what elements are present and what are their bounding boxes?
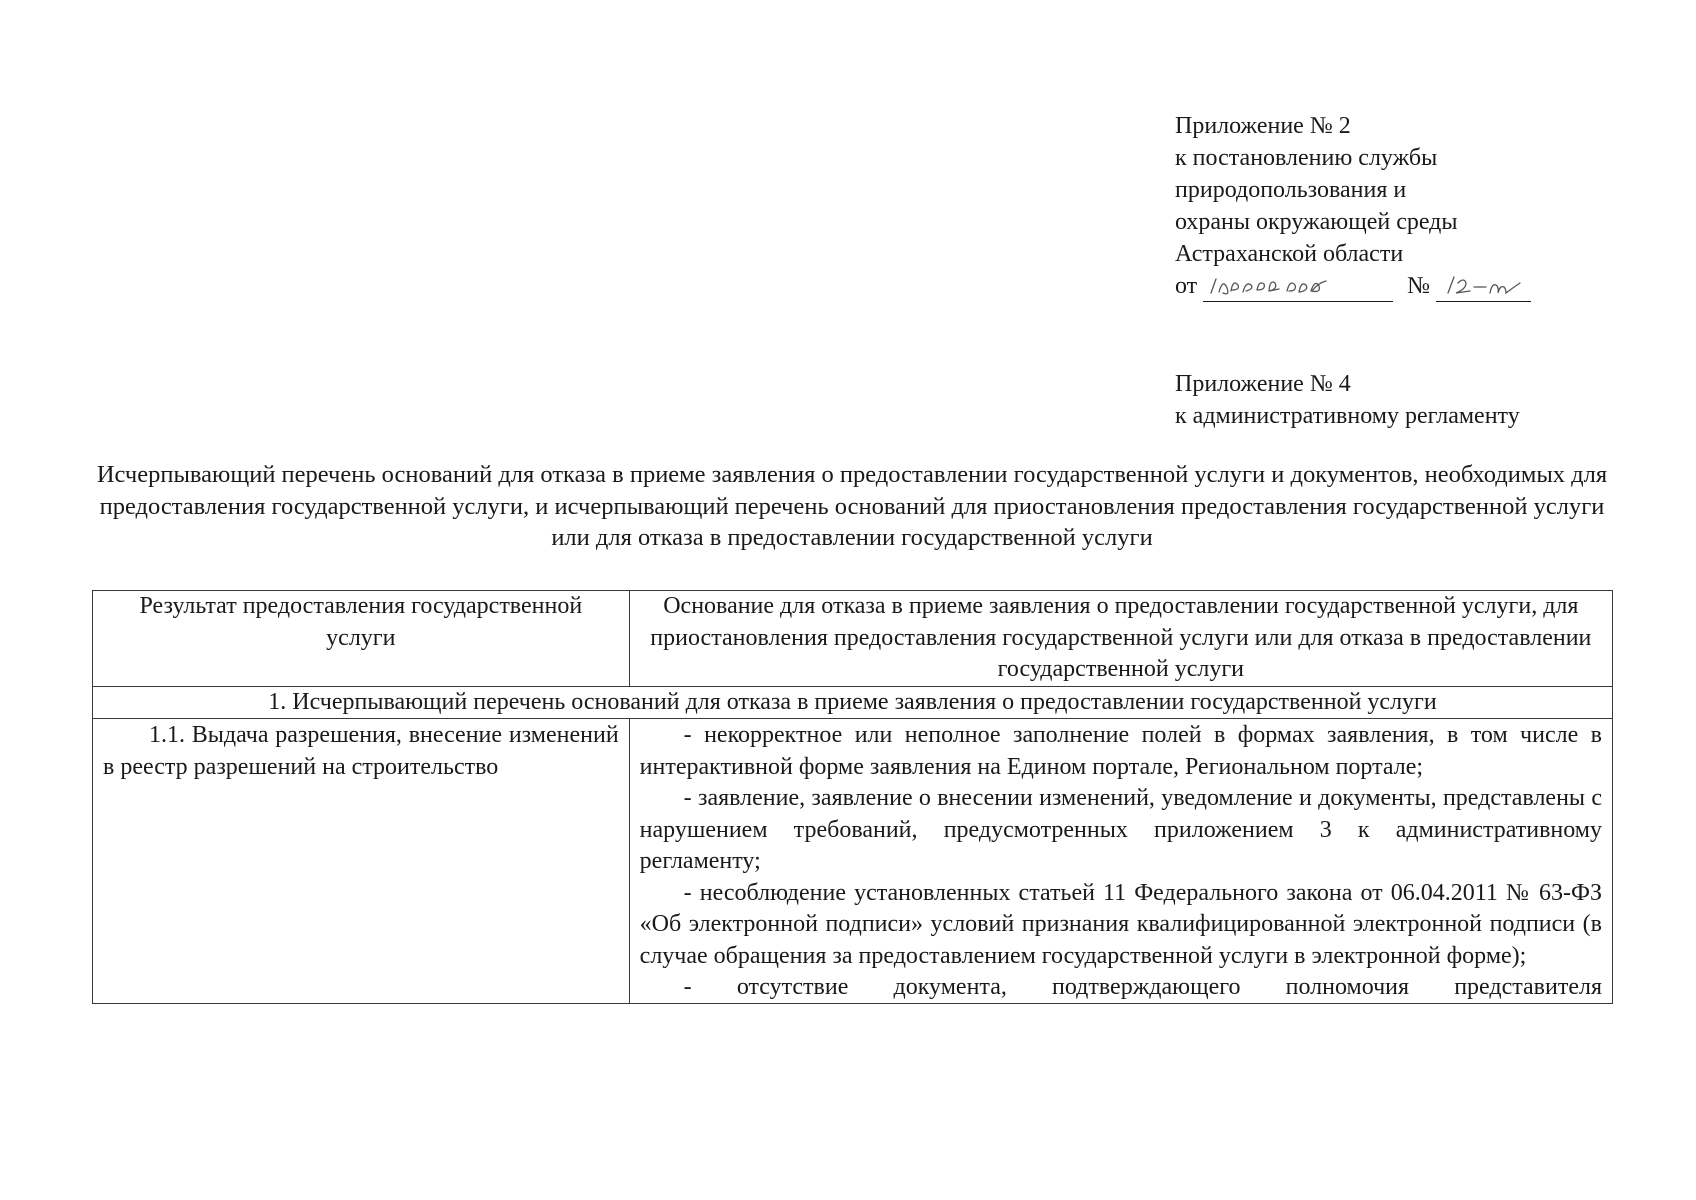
appendix-4-header	[1175, 368, 1520, 432]
header-grounds: Основание для отказа в приеме заявления о предоставлении государственной услуги, для приостановления предоставления государственной услуги или для отказа в предоставлении государственной услуги	[629, 591, 1612, 687]
ground-item: - заявление, заявление о внесении изменений, уведомление и документы, представлены с нарушением требований, предусмотренных приложением 3 к административному регламенту;	[639, 785, 1602, 874]
section-title: 1. Исчерпывающий перечень оснований для отказа в приеме заявления о предоставлении государственной услуги	[93, 686, 1613, 719]
date-label: от	[1175, 273, 1198, 299]
document-title: Исчерпывающий перечень оснований для отказа в приеме заявления о предоставлении государственной услуги и документов, необходимых для предоставления государственной услуги, и исчерпывающий перечень оснований для приостановления предоставления государственной услуги или для отказа в предоставлении государственной услуги	[96, 461, 1608, 551]
appendix-2-header	[1175, 110, 1531, 302]
ground-item: - отсутствие документа, подтверждающего полномочия представителя	[683, 974, 1602, 1000]
handwritten-number-signature	[1440, 271, 1525, 299]
table-section-row	[93, 686, 1613, 719]
handwritten-date-signature	[1207, 271, 1337, 299]
table-header-row	[93, 591, 1613, 687]
appendix-2-line: природопользования и	[1175, 177, 1407, 203]
appendix-4-line: к административному регламенту	[1175, 403, 1520, 429]
appendix-2-line: к постановлению службы	[1175, 145, 1438, 171]
handwritten-number-field	[1436, 271, 1531, 302]
grounds-table	[92, 590, 1613, 1004]
date-number-row	[1175, 270, 1531, 302]
appendix-2-line: охраны окружающей среды	[1175, 209, 1458, 235]
appendix-2-line: Астраханской области	[1175, 241, 1404, 267]
appendix-4-line: Приложение № 4	[1175, 371, 1351, 397]
appendix-2-line: Приложение № 2	[1175, 113, 1351, 139]
table-row	[93, 719, 1613, 1004]
handwritten-date-field	[1203, 271, 1393, 302]
result-cell: 1.1. Выдача разрешения, внесение изменений в реестр разрешений на строительство	[93, 719, 630, 1004]
ground-item: - несоблюдение установленных статьей 11 Федерального закона от 06.04.2011 № 63-ФЗ «Об электронной подписи» условий признания квалифицированной электронной подписи (в случае обращения за предоставлением государственной услуги в электронной форме);	[639, 879, 1602, 969]
grounds-cell	[629, 719, 1612, 1004]
ground-item: - некорректное или неполное заполнение полей в формах заявления, в том числе в интерактивной форме заявления на Едином портале, Региональном портале;	[639, 722, 1602, 780]
header-result: Результат предоставления государственной услуги	[93, 591, 630, 687]
number-label: №	[1407, 273, 1431, 299]
